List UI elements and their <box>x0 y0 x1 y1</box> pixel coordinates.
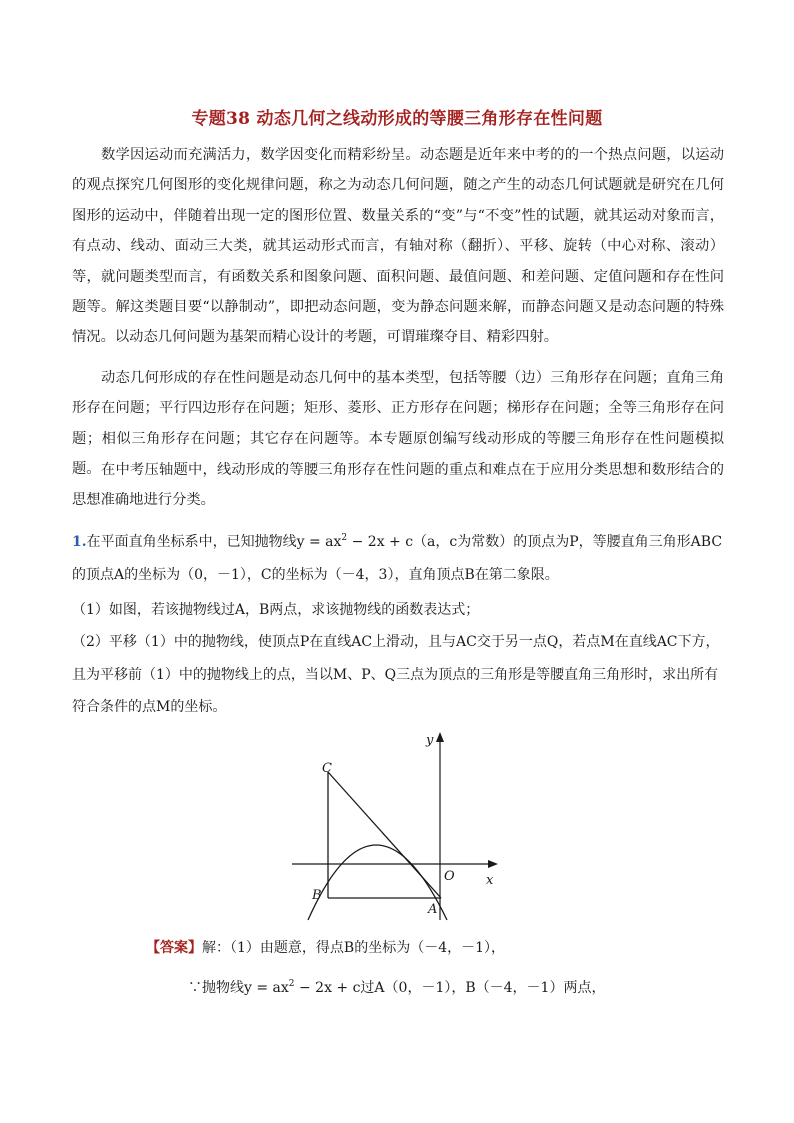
question-number: 1. <box>72 534 87 550</box>
question-stem <box>72 522 724 591</box>
parabola-curve <box>308 845 447 920</box>
intro-paragraph-2: 动态几何形成的存在性问题是动态几何中的基本类型，包括等腰（边）三角形存在问题；直角三角形存在问题；平行四边形存在问题；矩形、菱形、正方形存在问题；梯形存在问题；全等三角形存在问题；相似三角形存在问题；其它存在问题等。本专题原创编写线动形成的等腰三角形存在性问题模拟题。 <box>72 370 724 478</box>
coordinate-figure <box>280 724 520 924</box>
question-stem-sup: 2 <box>341 533 348 543</box>
answer-tag: 【答案】 <box>146 940 202 956</box>
x-axis-label: x <box>486 873 494 888</box>
point-b-label: B <box>312 888 322 903</box>
answer-line-2 <box>188 968 724 1005</box>
question-stem-a: 在平面直角坐标系中，已知抛物线y = ax <box>86 534 342 550</box>
answer-line-2-a: ∵抛物线y = ax <box>188 980 289 996</box>
point-c-label: C <box>322 761 332 776</box>
y-axis-label: y <box>426 733 434 748</box>
intro-paragraph-3: 在中考压轴题中，线动形成的等腰三角形存在性问题的重点和难点在于应用分类思想和数形结合的思想准确地进行分类。 <box>72 462 724 509</box>
answer-line-2-sup: 2 <box>288 979 295 989</box>
y-axis-arrow <box>436 732 444 742</box>
question-part-1: （1）如图，若该抛物线过A，B两点，求该抛物线的函数表达式； <box>72 602 480 618</box>
point-a-label: A <box>428 902 438 917</box>
answer-line-1-text: 解：（1）由题意，得点B的坐标为（－4，－1）， <box>202 940 506 956</box>
page-title: 专题38 动态几何之线动形成的等腰三角形存在性问题 <box>191 109 603 129</box>
question-stem-b: − 2x + c（a，c为常数）的顶点为P，等腰直角三角形ABC的顶点A的坐标为（0，－1），C的坐标为（－4，3），直角顶点B在第二象限。 <box>72 534 723 583</box>
answer-line-2-b: − 2x + c过A（0，－1），B（－4，－1）两点， <box>294 980 606 996</box>
intro-paragraph-1: 数学因运动而充满活力，数学因变化而精彩纷呈。动态题是近年来中考的的一个热点问题，以运动的观点探究几何图形的变化规律问题，称之为动态几何问题，随之产生的动态几何试题就是研究在几何图形的运动中，伴随着出现一定的图形位置、数量关系的“变”与“不变”性的试题，就其运动对象而言，有点动、线动、面动三大类，就其运动形式而言，有轴对称（翻折）、平移、旋转（中心对称、滚动）等，就问题类型而言，有函数关系和图象问题、面积问题、最值问题、和差问题、定值问题和存在性问题等。解这类题目要“以静制动”，即把动态问题，变为静态问题来解，而静态问题又是动态问题的特殊情况。以动态几何问题为基架而精心设计的考题，可谓璀璨夺目、精彩四射。 <box>72 147 724 346</box>
question-part-2: （2）平移（1）中的抛物线，使顶点P在直线AC上滑动，且与AC交于另一点Q，若点M在直线AC下方，且为平移前（1）中的抛物线上的点，当以M、P、Q三点为顶点的三角形是等腰直角三角形时，求出所有符合条件的点M的坐标。 <box>72 634 720 715</box>
answer-line-1 <box>146 932 726 965</box>
x-axis-arrow <box>488 860 498 868</box>
origin-label: O <box>444 869 455 884</box>
